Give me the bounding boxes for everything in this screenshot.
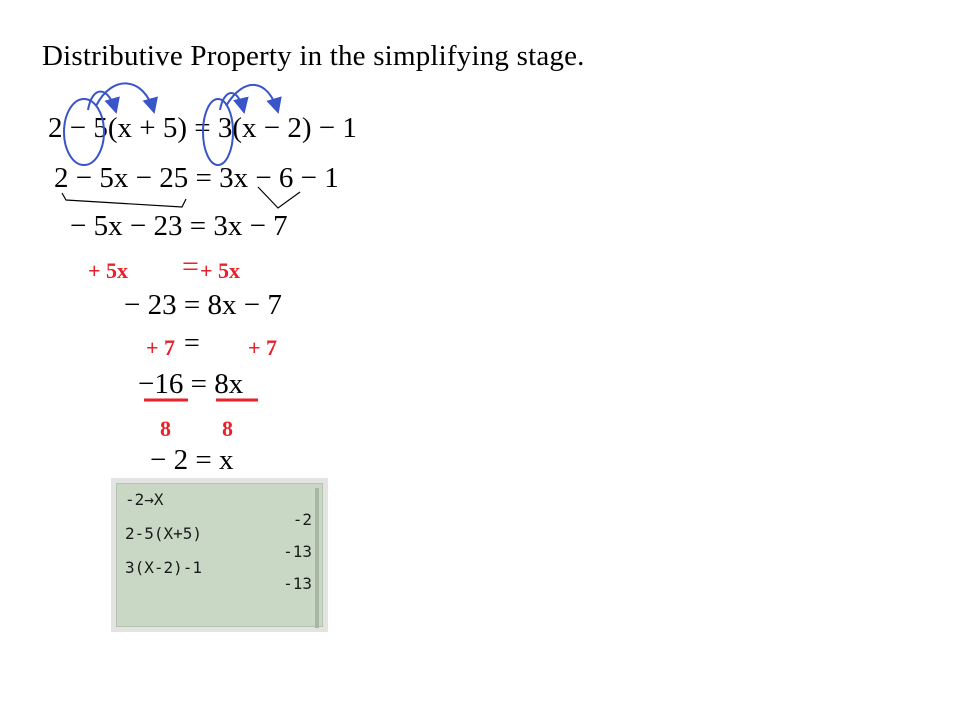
equation-step5: − 23 = 8x − 7 bbox=[124, 289, 282, 321]
calc-row-1-expr: -2→X bbox=[125, 490, 164, 509]
calc-row-3-result: -13 bbox=[283, 542, 312, 561]
equation-step7: −16 = 8x bbox=[138, 368, 244, 400]
circle-minus5 bbox=[64, 99, 104, 165]
equation-distributed: 2 − 5x − 25 = 3x − 6 − 1 bbox=[54, 162, 339, 194]
equation-combined: − 5x − 23 = 3x − 7 bbox=[70, 210, 288, 242]
add-7-right: + 7 bbox=[248, 335, 278, 360]
circle-3 bbox=[203, 99, 233, 165]
calculator-screen bbox=[116, 483, 323, 627]
arrow-to-5 bbox=[96, 83, 154, 112]
calc-row-4-result: -13 bbox=[283, 574, 312, 593]
calc-scrollbar bbox=[315, 488, 319, 628]
add-7-left: + 7 bbox=[146, 335, 176, 360]
divisor-right: 8 bbox=[222, 416, 233, 441]
combine-line-right bbox=[258, 187, 300, 208]
equals-sign-red: = bbox=[182, 250, 199, 283]
equation-solution: − 2 = x bbox=[150, 444, 234, 476]
page-title: Distributive Property in the simplifying stage. bbox=[42, 40, 585, 72]
arrow-to-2 bbox=[226, 85, 278, 112]
calc-row-3-expr: 3(X-2)-1 bbox=[125, 558, 203, 577]
calc-row-2-result: -2 bbox=[292, 510, 312, 529]
add-5x-right: + 5x bbox=[200, 258, 241, 283]
calculator-screenshot bbox=[111, 478, 328, 632]
combine-line-left bbox=[62, 193, 186, 207]
calc-row-2-expr: 2-5(X+5) bbox=[125, 524, 203, 543]
equation-original: 2 − 5(x + 5) = 3(x − 2) − 1 bbox=[48, 112, 357, 144]
add-5x-left: + 5x bbox=[88, 258, 129, 283]
equals-sign: = bbox=[184, 328, 200, 359]
divisor-left: 8 bbox=[160, 416, 171, 441]
